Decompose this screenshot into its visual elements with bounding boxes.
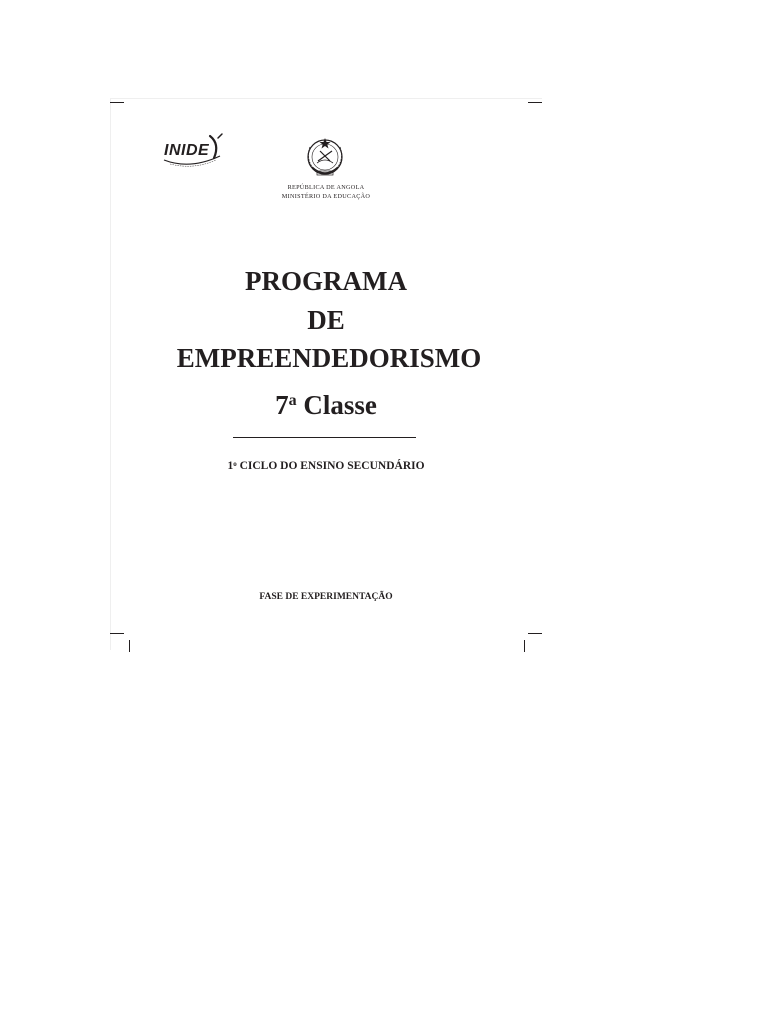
title-line-1: PROGRAMA	[245, 266, 407, 296]
divider-rule	[233, 437, 416, 438]
cycle-label: CICLO DO ENSINO SECUNDÁRIO	[239, 460, 425, 472]
crop-mark-top-right	[528, 102, 542, 103]
grade-number: 7	[275, 390, 289, 420]
grade-heading	[110, 388, 542, 422]
cycle-heading	[110, 458, 542, 474]
inide-logo	[160, 130, 226, 172]
crop-mark-top-left	[110, 102, 124, 103]
title-line-3: EMPREENDEDORISMO	[176, 343, 482, 373]
cycle-ordinal: o	[233, 460, 237, 468]
crop-mark-bottom-right-vertical	[524, 640, 525, 652]
title-line-2: DE	[307, 305, 345, 335]
coat-of-arms-icon	[302, 135, 348, 181]
phase-label: FASE DE EXPERIMENTAÇÃO	[259, 592, 393, 602]
crop-mark-bottom-right	[528, 633, 542, 634]
cycle-number: 1	[227, 460, 234, 472]
crop-mark-bottom-left	[110, 633, 124, 634]
grade-label: Classe	[303, 390, 377, 420]
svg-text:INIDE: INIDE	[164, 142, 210, 159]
republic-label: REPÚBLICA DE ANGOLA	[287, 184, 365, 191]
ministry-label: MINISTÉRIO DA EDUCAÇÃO	[281, 193, 371, 200]
crop-mark-bottom-left-vertical	[129, 640, 130, 652]
grade-ordinal: a	[288, 392, 297, 409]
